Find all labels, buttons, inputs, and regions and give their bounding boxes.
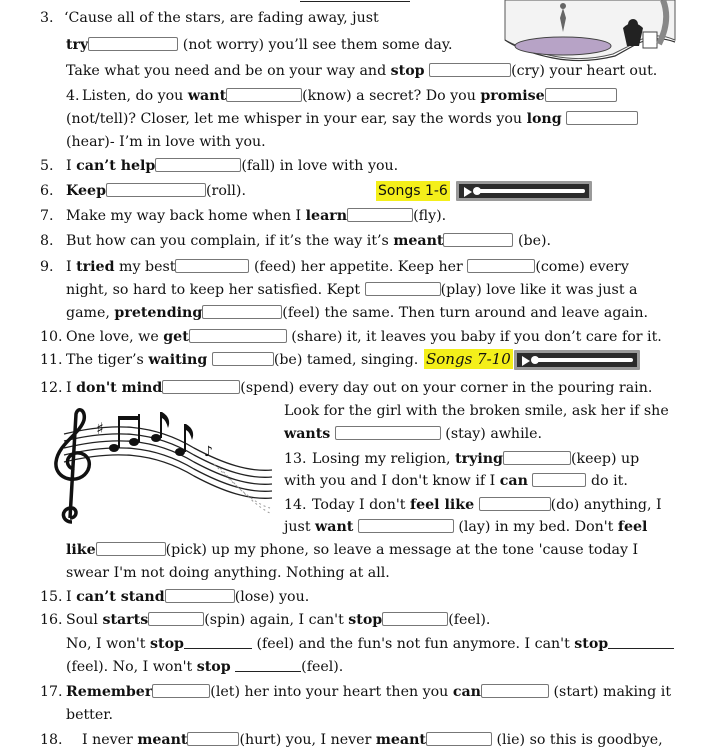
answer-box[interactable] bbox=[152, 684, 210, 698]
item-text: One love, we bbox=[66, 329, 159, 345]
verb-bold: feel like bbox=[409, 497, 475, 513]
item-number: 5. bbox=[40, 158, 54, 174]
exercise-item bbox=[40, 258, 629, 276]
blank[interactable] bbox=[300, 0, 410, 2]
answer-box[interactable] bbox=[175, 259, 249, 273]
exercise-line bbox=[66, 564, 390, 582]
verb-bold: can’t stand bbox=[76, 589, 165, 605]
item-text: (spin) again, I can't bbox=[204, 612, 344, 628]
verb-bold: trying bbox=[455, 451, 503, 467]
audio-player-2[interactable] bbox=[514, 350, 640, 370]
item-number: 7. bbox=[40, 208, 54, 224]
verb-bold: Remember bbox=[66, 684, 153, 700]
item-text: (feel). No, I won't bbox=[66, 659, 193, 675]
item-text: Listen, do you bbox=[82, 88, 184, 104]
verb-bold: Keep bbox=[66, 183, 106, 199]
answer-box[interactable] bbox=[467, 259, 535, 273]
exercise-line bbox=[66, 541, 638, 559]
stage-illustration bbox=[503, 0, 678, 64]
item-text: I never bbox=[82, 732, 133, 748]
item-text: (play) love like it was just a bbox=[440, 282, 638, 298]
item-text: (pick) up my phone, so leave a message at the tone 'cause today I bbox=[165, 542, 639, 558]
exercise-line bbox=[66, 635, 674, 653]
verb-bold: can bbox=[452, 684, 481, 700]
music-notes-illustration bbox=[44, 404, 276, 526]
exercise-line bbox=[284, 518, 647, 536]
item-text: ‘Cause all of the stars, are fading away, just bbox=[64, 10, 379, 26]
item-number: 4. bbox=[66, 88, 80, 104]
item-number: 10. bbox=[40, 329, 63, 345]
verb-bold: stop bbox=[348, 612, 383, 628]
verb-bold: meant bbox=[137, 732, 188, 748]
verb-bold: get bbox=[163, 329, 189, 345]
answer-box[interactable] bbox=[532, 473, 586, 487]
verb-bold: learn bbox=[305, 208, 348, 224]
item-text: (lay) in my bed. Don't bbox=[458, 519, 614, 535]
answer-box[interactable] bbox=[566, 111, 638, 125]
item-text: I bbox=[66, 259, 72, 275]
answer-box[interactable] bbox=[365, 282, 441, 296]
item-number: 6. bbox=[40, 183, 54, 199]
item-number: 8. bbox=[40, 233, 54, 249]
verb-bold: want bbox=[315, 519, 354, 535]
verb-bold: waiting bbox=[148, 352, 208, 368]
exercise-item bbox=[40, 611, 490, 629]
verb-bold: stop bbox=[574, 636, 609, 652]
exercise-line bbox=[66, 110, 638, 128]
item-text: (come) every bbox=[535, 259, 629, 275]
exercise-item bbox=[284, 450, 639, 468]
item-text: (not/tell)? Closer, let me whisper in your ear, say the words you bbox=[66, 111, 523, 127]
answer-box[interactable] bbox=[481, 684, 549, 698]
exercise-item bbox=[66, 87, 617, 105]
item-number: 15. bbox=[40, 589, 63, 605]
item-text: (feel) the same. Then turn around and leave again. bbox=[282, 305, 649, 321]
item-number: 9. bbox=[40, 259, 54, 275]
item-text: No, I won't bbox=[66, 636, 146, 652]
item-text: The tiger’s bbox=[66, 352, 144, 368]
answer-box[interactable] bbox=[212, 352, 274, 366]
answer-box[interactable] bbox=[545, 88, 617, 102]
exercise-line bbox=[284, 402, 669, 420]
item-text: swear I'm not doing anything. Nothing at all. bbox=[66, 565, 390, 581]
verb-bold: like bbox=[66, 542, 96, 558]
progress-handle[interactable] bbox=[531, 356, 539, 364]
item-text: Soul bbox=[66, 612, 98, 628]
item-text: better. bbox=[66, 707, 114, 723]
item-text: I bbox=[66, 589, 72, 605]
item-number: 12. bbox=[40, 380, 63, 396]
exercise-line bbox=[66, 62, 657, 80]
progress-bar[interactable] bbox=[475, 189, 585, 193]
item-text: (be). bbox=[517, 233, 552, 249]
verb-bold: long bbox=[526, 111, 562, 127]
answer-box[interactable] bbox=[358, 519, 454, 533]
item-number: 16. bbox=[40, 612, 63, 628]
progress-handle[interactable] bbox=[473, 187, 481, 195]
item-text: (start) making it bbox=[553, 684, 672, 700]
item-text: (lie) so this is goodbye, bbox=[496, 732, 663, 748]
exercise-item bbox=[40, 731, 663, 749]
exercise-item bbox=[40, 351, 418, 369]
verb-bold: stop bbox=[196, 659, 231, 675]
exercise-line bbox=[284, 425, 542, 443]
exercise-item bbox=[40, 683, 671, 701]
blank-line[interactable] bbox=[608, 635, 674, 649]
item-text: Today I don't bbox=[312, 497, 406, 513]
verb-bold: promise bbox=[480, 88, 545, 104]
answer-box[interactable] bbox=[226, 88, 302, 102]
clipped-top-line bbox=[300, 0, 410, 6]
item-text: (feel). bbox=[448, 612, 491, 628]
item-text: just bbox=[284, 519, 311, 535]
verb-bold: starts bbox=[102, 612, 149, 628]
item-number: 3. bbox=[40, 10, 54, 26]
svg-text:♪: ♪ bbox=[204, 444, 213, 460]
item-number: 18. bbox=[40, 732, 63, 748]
answer-box[interactable] bbox=[106, 183, 206, 197]
exercise-item bbox=[40, 157, 398, 175]
answer-box[interactable] bbox=[335, 426, 441, 440]
item-text: (feed) her appetite. Keep her bbox=[253, 259, 463, 275]
item-text: I bbox=[66, 380, 72, 396]
item-number: 11. bbox=[40, 352, 63, 368]
answer-box[interactable] bbox=[187, 732, 239, 746]
item-text: (let) her into your heart then you bbox=[210, 684, 449, 700]
exercise-item bbox=[40, 9, 379, 27]
exercise-line bbox=[66, 281, 638, 299]
answer-box[interactable] bbox=[162, 380, 240, 394]
exercise-line bbox=[66, 36, 452, 54]
answer-box[interactable] bbox=[503, 451, 571, 465]
verb-bold: want bbox=[187, 88, 227, 104]
verb-bold: wants bbox=[284, 426, 331, 442]
blank-line[interactable] bbox=[184, 635, 252, 649]
item-text: with you and I don't know if I bbox=[284, 473, 496, 489]
exercise-item bbox=[40, 588, 309, 606]
answer-box[interactable] bbox=[382, 612, 448, 626]
blank-line[interactable] bbox=[235, 658, 301, 672]
exercise-line bbox=[66, 706, 113, 724]
verb-bold: meant bbox=[393, 233, 444, 249]
item-text: Losing my religion, bbox=[312, 451, 451, 467]
item-number: 14. bbox=[284, 497, 307, 513]
item-text: (hurt) you, I never bbox=[239, 732, 372, 748]
item-text: (cry) your heart out. bbox=[511, 63, 658, 79]
answer-box[interactable] bbox=[443, 233, 513, 247]
item-text: (hear)- I’m in love with you. bbox=[66, 134, 266, 150]
verb-bold: tried bbox=[76, 259, 115, 275]
answer-box[interactable] bbox=[426, 732, 492, 746]
audio-player-1[interactable] bbox=[456, 181, 592, 201]
item-text: (feel) and the fun's not fun anymore. I can't bbox=[256, 636, 570, 652]
item-text: (feel). bbox=[301, 659, 344, 675]
item-text: Take what you need and be on your way and bbox=[66, 63, 387, 79]
item-text: But how can you complain, if it’s the way it’s bbox=[66, 233, 389, 249]
play-icon[interactable] bbox=[464, 187, 472, 197]
verb-bold: can’t help bbox=[76, 158, 156, 174]
exercise-item bbox=[40, 328, 662, 346]
item-number: 13. bbox=[284, 451, 307, 467]
songs-label: Songs 7-10 bbox=[426, 350, 511, 368]
item-text: (do) anything, I bbox=[550, 497, 662, 513]
verb-bold: meant bbox=[375, 732, 426, 748]
answer-box[interactable] bbox=[429, 63, 511, 77]
item-text: Look for the girl with the broken smile, ask her if she bbox=[284, 403, 669, 419]
answer-box[interactable] bbox=[88, 37, 178, 51]
item-text: I bbox=[66, 158, 72, 174]
item-text: do it. bbox=[590, 473, 628, 489]
verb-bold: stop bbox=[390, 63, 425, 79]
item-text: my best bbox=[119, 259, 176, 275]
exercise-item bbox=[40, 182, 246, 200]
item-text: (share) it, it leaves you baby if you don’t care for it. bbox=[291, 329, 662, 345]
item-text: (roll). bbox=[206, 183, 246, 199]
exercise-item bbox=[284, 496, 662, 514]
item-text: (know) a secret? Do you bbox=[302, 88, 476, 104]
verb-bold: try bbox=[66, 37, 89, 53]
answer-box[interactable] bbox=[347, 208, 413, 222]
exercise-item bbox=[40, 232, 551, 250]
item-text: (keep) up bbox=[570, 451, 640, 467]
verb-bold: can bbox=[499, 473, 528, 489]
item-text: (stay) awhile. bbox=[445, 426, 543, 442]
item-text: Make my way back home when I bbox=[66, 208, 302, 224]
answer-box[interactable] bbox=[155, 158, 241, 172]
item-text: (fall) in love with you. bbox=[241, 158, 399, 174]
verb-bold: pretending bbox=[114, 305, 203, 321]
item-text: (lose) you. bbox=[234, 589, 310, 605]
answer-box[interactable] bbox=[165, 589, 235, 603]
item-text: (be) tamed, singing. bbox=[273, 352, 419, 368]
answer-box[interactable] bbox=[96, 542, 166, 556]
exercise-line bbox=[66, 658, 343, 676]
exercise-item bbox=[40, 379, 652, 397]
answer-box[interactable] bbox=[148, 612, 204, 626]
item-text: game, bbox=[66, 305, 110, 321]
exercise-item bbox=[40, 207, 446, 225]
item-text: (not worry) you’ll see them some day. bbox=[182, 37, 453, 53]
progress-bar[interactable] bbox=[533, 358, 633, 362]
verb-bold: stop bbox=[150, 636, 184, 652]
item-number: 17. bbox=[40, 684, 63, 700]
exercise-line bbox=[66, 133, 266, 151]
item-text: (spend) every day out on your corner in the pouring rain. bbox=[240, 380, 653, 396]
svg-text:♯: ♯ bbox=[96, 419, 104, 438]
item-text: (fly). bbox=[413, 208, 447, 224]
answer-box[interactable] bbox=[202, 305, 282, 319]
item-text: night, so hard to keep her satisfied. Kept bbox=[66, 282, 361, 298]
verb-bold: feel bbox=[617, 519, 648, 535]
exercise-line bbox=[284, 472, 628, 490]
exercise-line bbox=[66, 304, 648, 322]
answer-box[interactable] bbox=[189, 329, 287, 343]
songs-label: Songs 1-6 bbox=[378, 183, 448, 199]
play-icon[interactable] bbox=[522, 356, 530, 366]
answer-box[interactable] bbox=[479, 497, 551, 511]
verb-bold: don't mind bbox=[76, 380, 163, 396]
